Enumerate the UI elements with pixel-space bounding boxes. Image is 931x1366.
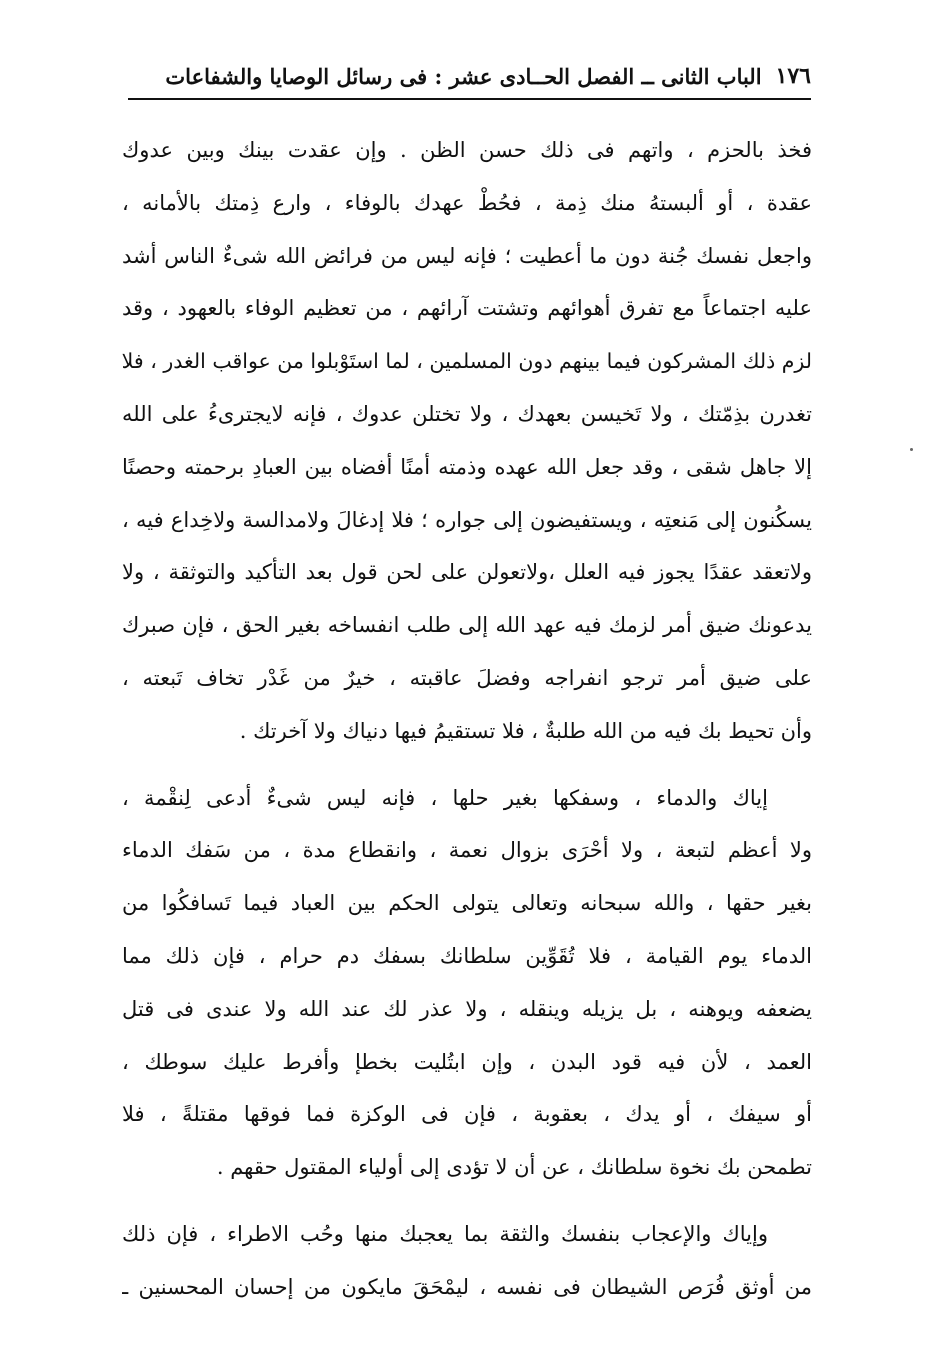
text-line: تطمحن بك نخوة سلطانك ، عن أن لا تؤدى إلى أولياء المقتول حقهم .: [216, 1155, 812, 1180]
text-line: واجعل نفسك جُنة دون ما أعطيت ؛ فإنه ليس من فرائض الله شىءٌ الناس أشد: [122, 243, 812, 268]
text-line: من أوثق فُرَص الشيطان فى نفسه ، ليمْحَقَ مايكون من إحسان المحسنين ـ: [122, 1274, 812, 1299]
text-line: عقدة ، أو ألبستهُ منك ذِمة ، فحُطْ عهدك بالوفاء ، وارع ذِمتك بالأمانه ،: [122, 190, 812, 215]
paragraph-1: [122, 124, 812, 758]
scan-speck: [910, 448, 913, 451]
paragraph-3: [122, 1208, 812, 1314]
header-rule: [128, 98, 811, 100]
paragraph-2: [122, 772, 812, 1194]
text-line: عليه اجتماعاً مع تفرق أهوائهم وتشتت آرائهم ، من تعظيم الوفاء بالعهود ، وقد: [122, 296, 812, 321]
chapter-title: الباب الثانى ــ الفصل الحــادى عشر : فى رسائل الوصايا والشفاعات: [165, 63, 762, 89]
text-line: وإياك والإعجاب بنفسك والثقة بما يعجبك منها وحُب الاطراء ، فإن ذلك: [122, 1221, 768, 1246]
text-line: على ضيق أمر ترجو انفراجه وفضلَ عاقبته ، خيرٌ من غَدْر تخاف تَبعته ،: [122, 665, 812, 690]
text-line: يدعونك ضيق أمر لزمك فيه عهد الله إلى طلب انفساخه بغير الحق ، فإن صبرك: [122, 613, 812, 638]
text-line: الدماء يوم القيامة ، فلا تُقَوِّين سلطانك بسفك دم حرام ، فإن ذلك مما: [122, 943, 812, 968]
text-line: ولا أعظم لتبعة ، ولا أحْرَى بزوال نعمة ، وانقطاع مدة ، من سَفك الدماء: [122, 838, 812, 863]
running-header: [128, 58, 811, 94]
page-number: ١٧٦: [775, 63, 811, 89]
text-line: تغدرن بذِمّتك ، ولا تَخيسن بعهدك ، ولا تختلن عدوك ، فإنه لايجترىءُ على الله: [122, 401, 812, 426]
text-line: لزم ذلك المشركون فيما بينهم دون المسلمين ، لما استَوْبلوا من عواقب الغدر ، فلا: [122, 349, 812, 374]
text-line: ولاتعقد عقدًا يجوز فيه العلل ،ولاتعولن على لحن قول بعد التأكيد والتوثقة ، ولا: [122, 560, 812, 585]
text-line: أو سيفك ، أو يدك ، بعقوبة ، فإن فى الوكزة فما فوقها مقتلةً ، فلا: [122, 1102, 812, 1127]
text-line: يسكُنون إلى مَنعتِه ، ويستفيضون إلى جواره ؛ فلا إدغالَ ولامدالسة ولاخِداع فيه ،: [122, 507, 812, 532]
text-line: إلا جاهل شقى ، وقد جعل الله عهده وذمته أمنًا أفضاه بين العبادِ برحمته وحصنًا: [122, 454, 812, 479]
text-line: إياك والدماء ، وسفكها بغير حلها ، فإنه ليس شىءٌ أدعى لِنقْمة ،: [122, 785, 768, 810]
text-line: وأن تحيط بك فيه من الله طلبةٌ ، فلا تستقيمُ فيها دنياك ولا آخرتك .: [239, 718, 812, 743]
text-line: يضعفه ويوهنه ، بل يزيله وينقله ، ولا عذر لك عند الله ولا عندى فى قتل: [122, 996, 812, 1021]
text-line: بغير حقها ، والله سبحانه وتعالى يتولى الحكم بين العباد فيما تَسافكُوا من: [122, 891, 812, 916]
body-text: [122, 124, 812, 1314]
text-line: فخذ بالحزم ، واتهم فى ذلك حسن الظن . وإن عقدت بينك وبين عدوك: [122, 138, 812, 162]
text-line: العمد ، لأن فيه قود البدن ، وإن ابتُليت بخطإ وأفرط عليك سوطك ،: [122, 1049, 812, 1074]
